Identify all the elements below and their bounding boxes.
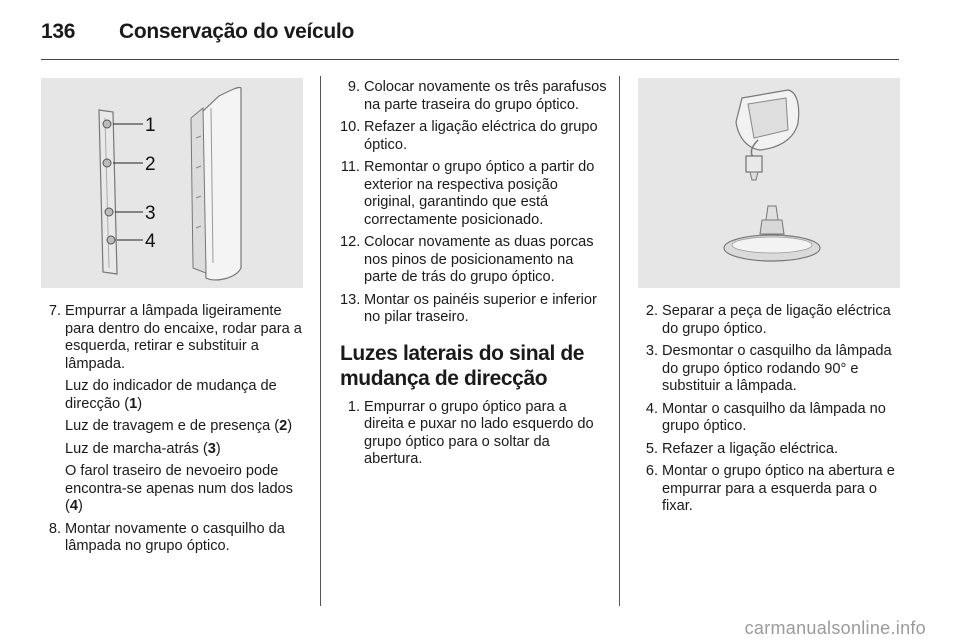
- section-step-6: [638, 463, 908, 516]
- column-1: [41, 303, 311, 561]
- header-rule: [41, 59, 899, 60]
- bulb-1: [103, 120, 111, 128]
- section-step-3: [638, 343, 908, 396]
- step-text: Colocar novamente as duas porcas nos pinos de posicionamento na parte de trás do grupo óptico.: [364, 234, 594, 285]
- step-text: Desmontar o casquilho da lâmpada do grupo óptico rodando 90° e substituir a lâmpada.: [662, 343, 892, 394]
- step-7: [41, 303, 311, 373]
- step-number: 10.: [340, 119, 361, 135]
- step-text: Empurrar a lâmpada ligeiramente para dentro do encaixe, rodar para a esquerda, retirar e substituir a lâmpada.: [65, 303, 302, 372]
- rear-lamp-illustration: [41, 78, 303, 288]
- step-text: Separar a peça de ligação eléctrica do grupo óptico.: [662, 303, 891, 337]
- callout-3: 3: [145, 203, 156, 224]
- step-number: 6.: [645, 463, 658, 479]
- column-2: [340, 79, 610, 474]
- step-13: [340, 292, 610, 327]
- bulb-note-3: Luz de marcha-atrás (3): [65, 440, 221, 457]
- bulb-3: [105, 208, 113, 216]
- step-number: 11.: [340, 159, 360, 175]
- step-text: Montar o casquilho da lâmpada no grupo óptico.: [662, 400, 886, 434]
- column-divider-right: [619, 76, 620, 606]
- step-number: 4.: [645, 400, 658, 417]
- page-title: Conservação do veículo: [119, 20, 354, 43]
- bulb-note-2: Luz de travagem e de presença (2): [65, 418, 293, 434]
- step-text: Montar o grupo óptico na abertura e empurrar para a esquerda para o fixar.: [662, 463, 895, 514]
- section-step-4: [638, 401, 908, 436]
- step-11: [340, 159, 610, 229]
- page-number: 136: [41, 20, 76, 43]
- section-step-2: [638, 303, 908, 338]
- bulb-note-4: O farol traseiro de nevoeiro pode encontra-se apenas num dos lados (4): [65, 463, 293, 514]
- watermark: carmanualsonline.info: [744, 618, 926, 638]
- callout-1: 1: [145, 115, 156, 136]
- step-text: Montar os painéis superior e inferior no pilar traseiro.: [364, 291, 597, 325]
- column-3: [638, 303, 908, 521]
- callout-2: 2: [145, 154, 156, 175]
- section-heading: Luzes laterais do sinal de mudança de direcção: [340, 341, 585, 390]
- step-10: [340, 119, 610, 154]
- step-number: 3.: [645, 343, 658, 359]
- step-9: [340, 79, 610, 114]
- step-number: 8.: [48, 520, 61, 537]
- step-text: Refazer a ligação eléctrica do grupo óptico.: [364, 119, 598, 153]
- step-number: 1.: [347, 398, 360, 415]
- step-number: 5.: [645, 440, 658, 457]
- step-number: 7.: [48, 303, 61, 319]
- bulb-4: [107, 236, 115, 244]
- side-indicator-illustration: [638, 78, 900, 288]
- step-text: Empurrar o grupo óptico para a direita e puxar no lado esquerdo do grupo óptico para o soltar da abertura.: [364, 398, 594, 467]
- step-text: Refazer a ligação eléctrica.: [662, 440, 839, 457]
- page-header: [41, 14, 899, 58]
- step-text: Remontar o grupo óptico a partir do exterior na respectiva posição original, garantindo que está correctamente posicionado.: [364, 159, 595, 228]
- step-text: Montar novamente o casquilho da lâmpada no grupo óptico.: [65, 520, 285, 554]
- section-step-5: [638, 441, 908, 459]
- step-8: [41, 521, 311, 556]
- step-number: 13.: [340, 291, 361, 308]
- bulb-2: [103, 159, 111, 167]
- step-number: 2.: [645, 303, 658, 319]
- column-divider-left: [320, 76, 321, 606]
- step-number: 12.: [340, 234, 361, 250]
- step-12: [340, 234, 610, 287]
- step-text: Colocar novamente os três parafusos na parte traseira do grupo óptico.: [364, 79, 607, 113]
- bulb-note-1: Luz do indicador de mudança de direcção (1): [65, 378, 277, 412]
- step-number: 9.: [347, 79, 360, 95]
- section-step-1: [340, 399, 610, 469]
- callout-4: 4: [145, 231, 156, 252]
